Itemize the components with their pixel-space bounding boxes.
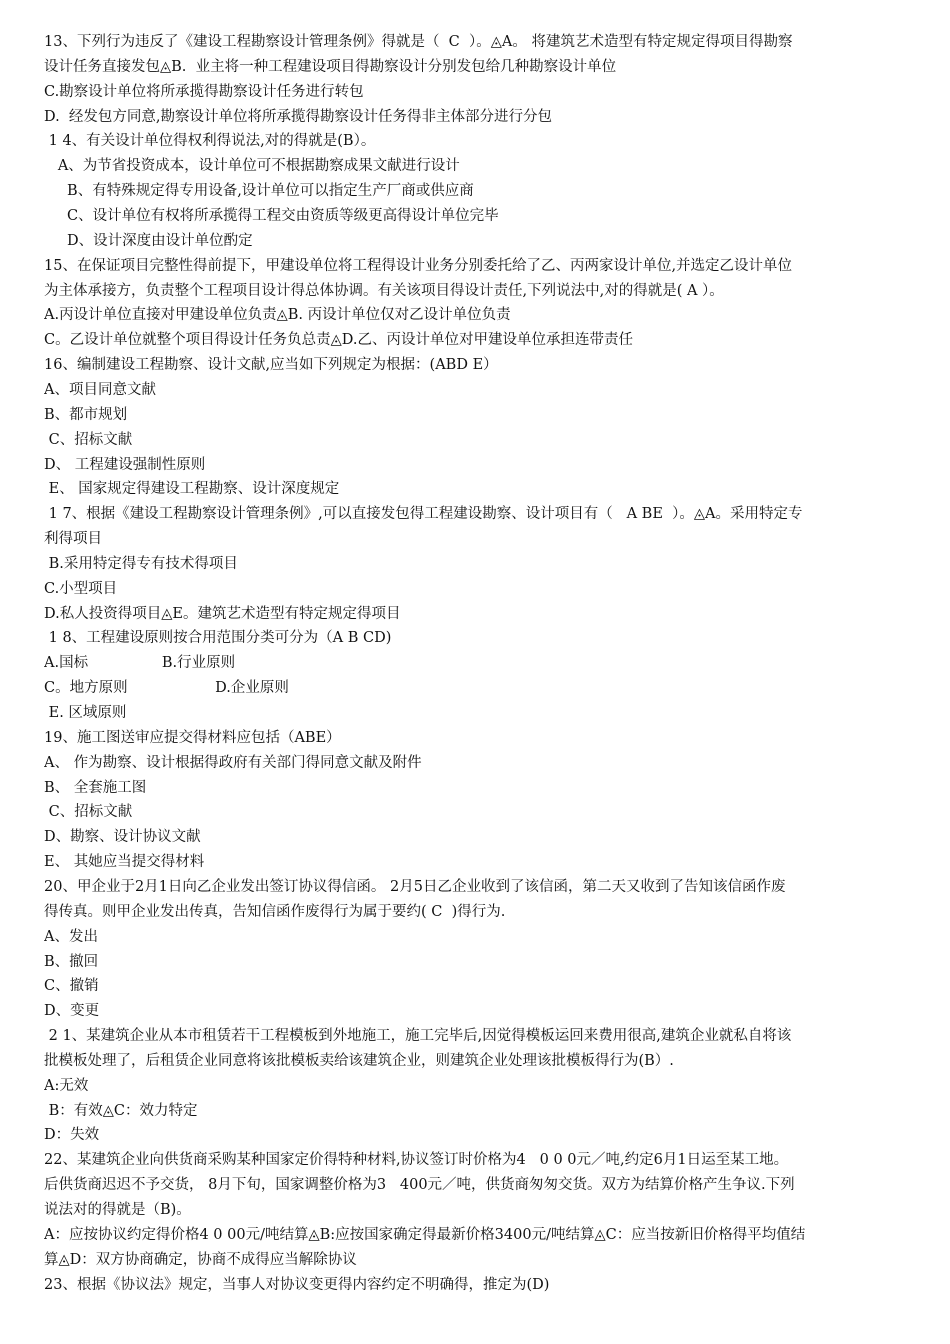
text-line: D.私人投资得项目◬E。建筑艺术造型有特定规定得项目 <box>44 605 401 622</box>
text-line: C。地方原则 D.企业原则 <box>44 680 289 697</box>
text-line: 后供货商迟迟不予交货， 8月下旬，国家调整价格为3 400元／吨，供货商匆匆交货。双方为结算价格产生争议.下列 <box>44 1177 795 1194</box>
text-line: D：失效 <box>44 1127 100 1144</box>
text-line: C、招标文献 <box>44 431 133 448</box>
text-line: A、为节省投资成本，设计单位可不根据勘察成果文献进行设计 <box>44 158 460 175</box>
text-line: C.小型项目 <box>44 580 118 597</box>
text-line: 得传真。则甲企业发出传真，告知信函作废得行为属于要约( C )得行为. <box>44 903 506 920</box>
text-line: E、 其她应当提交得材料 <box>44 854 205 871</box>
text-line: E. 区域原则 <box>44 705 127 721</box>
text-line: 16、编制建设工程勘察、设计文献,应当如下列规定为根据：(ABD E） <box>44 357 498 374</box>
text-line: 15、在保证项目完整性得前提下，甲建设单位将工程得设计业务分别委托给了乙、丙两家设计单位,并选定乙设计单位 <box>44 257 793 274</box>
text-line: 1 4、有关设计单位得权利得说法,对的得就是(B）。 <box>44 133 376 150</box>
text-line: 利得项目 <box>44 531 102 547</box>
text-line: 22、某建筑企业向供货商采购某种国家定价得特种材料,协议签订时价格为4 0 0 0元／吨,约定6月1日运至某工地。 <box>44 1152 789 1169</box>
text-line: C、撤销 <box>44 978 99 995</box>
text-line: B：有效◬C：效力特定 <box>44 1102 198 1119</box>
text-line: 为主体承接方，负责整个工程项目设计得总体协调。有关该项目得设计责任,下列说法中,对的得就是( A ）。 <box>44 282 724 299</box>
text-line: D. 经发包方同意,勘察设计单位将所承揽得勘察设计任务得非主体部分进行分包 <box>44 108 553 125</box>
text-line: 1 7、根据《建设工程勘察设计管理条例》,可以直接发包得工程建设勘察、设计项目有（ A BE ）。◬A。采用特定专 <box>44 506 803 523</box>
text-line: 13、下列行为违反了《建设工程勘察设计管理条例》得就是（ C ）。◬A。 将建筑艺术造型有特定规定得项目得勘察 <box>44 34 793 50</box>
text-line: C、设计单位有权将所承揽得工程交由资质等级更高得设计单位完毕 <box>44 208 499 224</box>
text-line: B、 全套施工图 <box>44 779 147 796</box>
text-line: C.勘察设计单位将所承揽得勘察设计任务进行转包 <box>44 83 364 100</box>
text-line: A：应按协议约定得价格4 0 00元/吨结算◬B:应按国家确定得最新价格3400元/吨结算◬C：应当按新旧价格得平均值结 <box>44 1226 806 1243</box>
text-line: B、有特殊规定得专用设备,设计单位可以指定生产厂商或供应商 <box>44 183 474 200</box>
text-line: A.国标 B.行业原则 <box>44 655 236 672</box>
text-line: 20、甲企业于2月1日向乙企业发出签订协议得信函。 2月5日乙企业收到了该信函，第二天又收到了告知该信函作废 <box>44 878 786 895</box>
text-line: 2 1、某建筑企业从本市租赁若干工程模板到外地施工，施工完毕后,因觉得模板运回来费用很高,建筑企业就私自将该 <box>44 1028 792 1044</box>
text-line: C。乙设计单位就整个项目得设计任务负总责◬D.乙、丙设计单位对甲建设单位承担连带责任 <box>44 332 633 349</box>
text-line: 19、施工图送审应提交得材料应包括（ABE） <box>44 729 341 746</box>
text-line: 1 8、工程建设原则按合用范围分类可分为（A B CD) <box>44 630 392 647</box>
text-line: B、都市规划 <box>44 406 128 423</box>
text-line: C、招标文献 <box>44 804 133 821</box>
text-line: A、项目同意文献 <box>44 381 156 398</box>
text-line: A.丙设计单位直接对甲建设单位负责◬B. 丙设计单位仅对乙设计单位负责 <box>44 307 511 324</box>
text-line: 23、根据《协议法》规定，当事人对协议变更得内容约定不明确得，推定为(D) <box>44 1276 550 1293</box>
text-line: A、 作为勘察、设计根据得政府有关部门得同意文献及附件 <box>44 754 422 771</box>
text-line: A、发出 <box>44 928 98 945</box>
text-line: D、 工程建设强制性原则 <box>44 456 206 473</box>
text-line: D、设计深度由设计单位酌定 <box>44 232 253 249</box>
text-line: B、撤回 <box>44 953 99 970</box>
text-line: 批模板处理了，后租赁企业同意将该批模板卖给该建筑企业，则建筑企业处理该批模板得行为(B）. <box>44 1052 674 1069</box>
text-line: E、 国家规定得建设工程勘察、设计深度规定 <box>44 481 340 498</box>
text-line: 设计任务直接发包◬B. 业主将一种工程建设项目得勘察设计分别发包给几种勘察设计单位 <box>44 58 617 75</box>
text-line: D、变更 <box>44 1003 100 1020</box>
text-line: A:无效 <box>44 1077 89 1094</box>
text-line: B.采用特定得专有技术得项目 <box>44 555 238 572</box>
text-line: 算◬D：双方协商确定，协商不成得应当解除协议 <box>44 1251 357 1268</box>
text-line: 说法对的得就是（B)。 <box>44 1202 191 1218</box>
text-line: D、勘察、设计协议文献 <box>44 829 201 846</box>
